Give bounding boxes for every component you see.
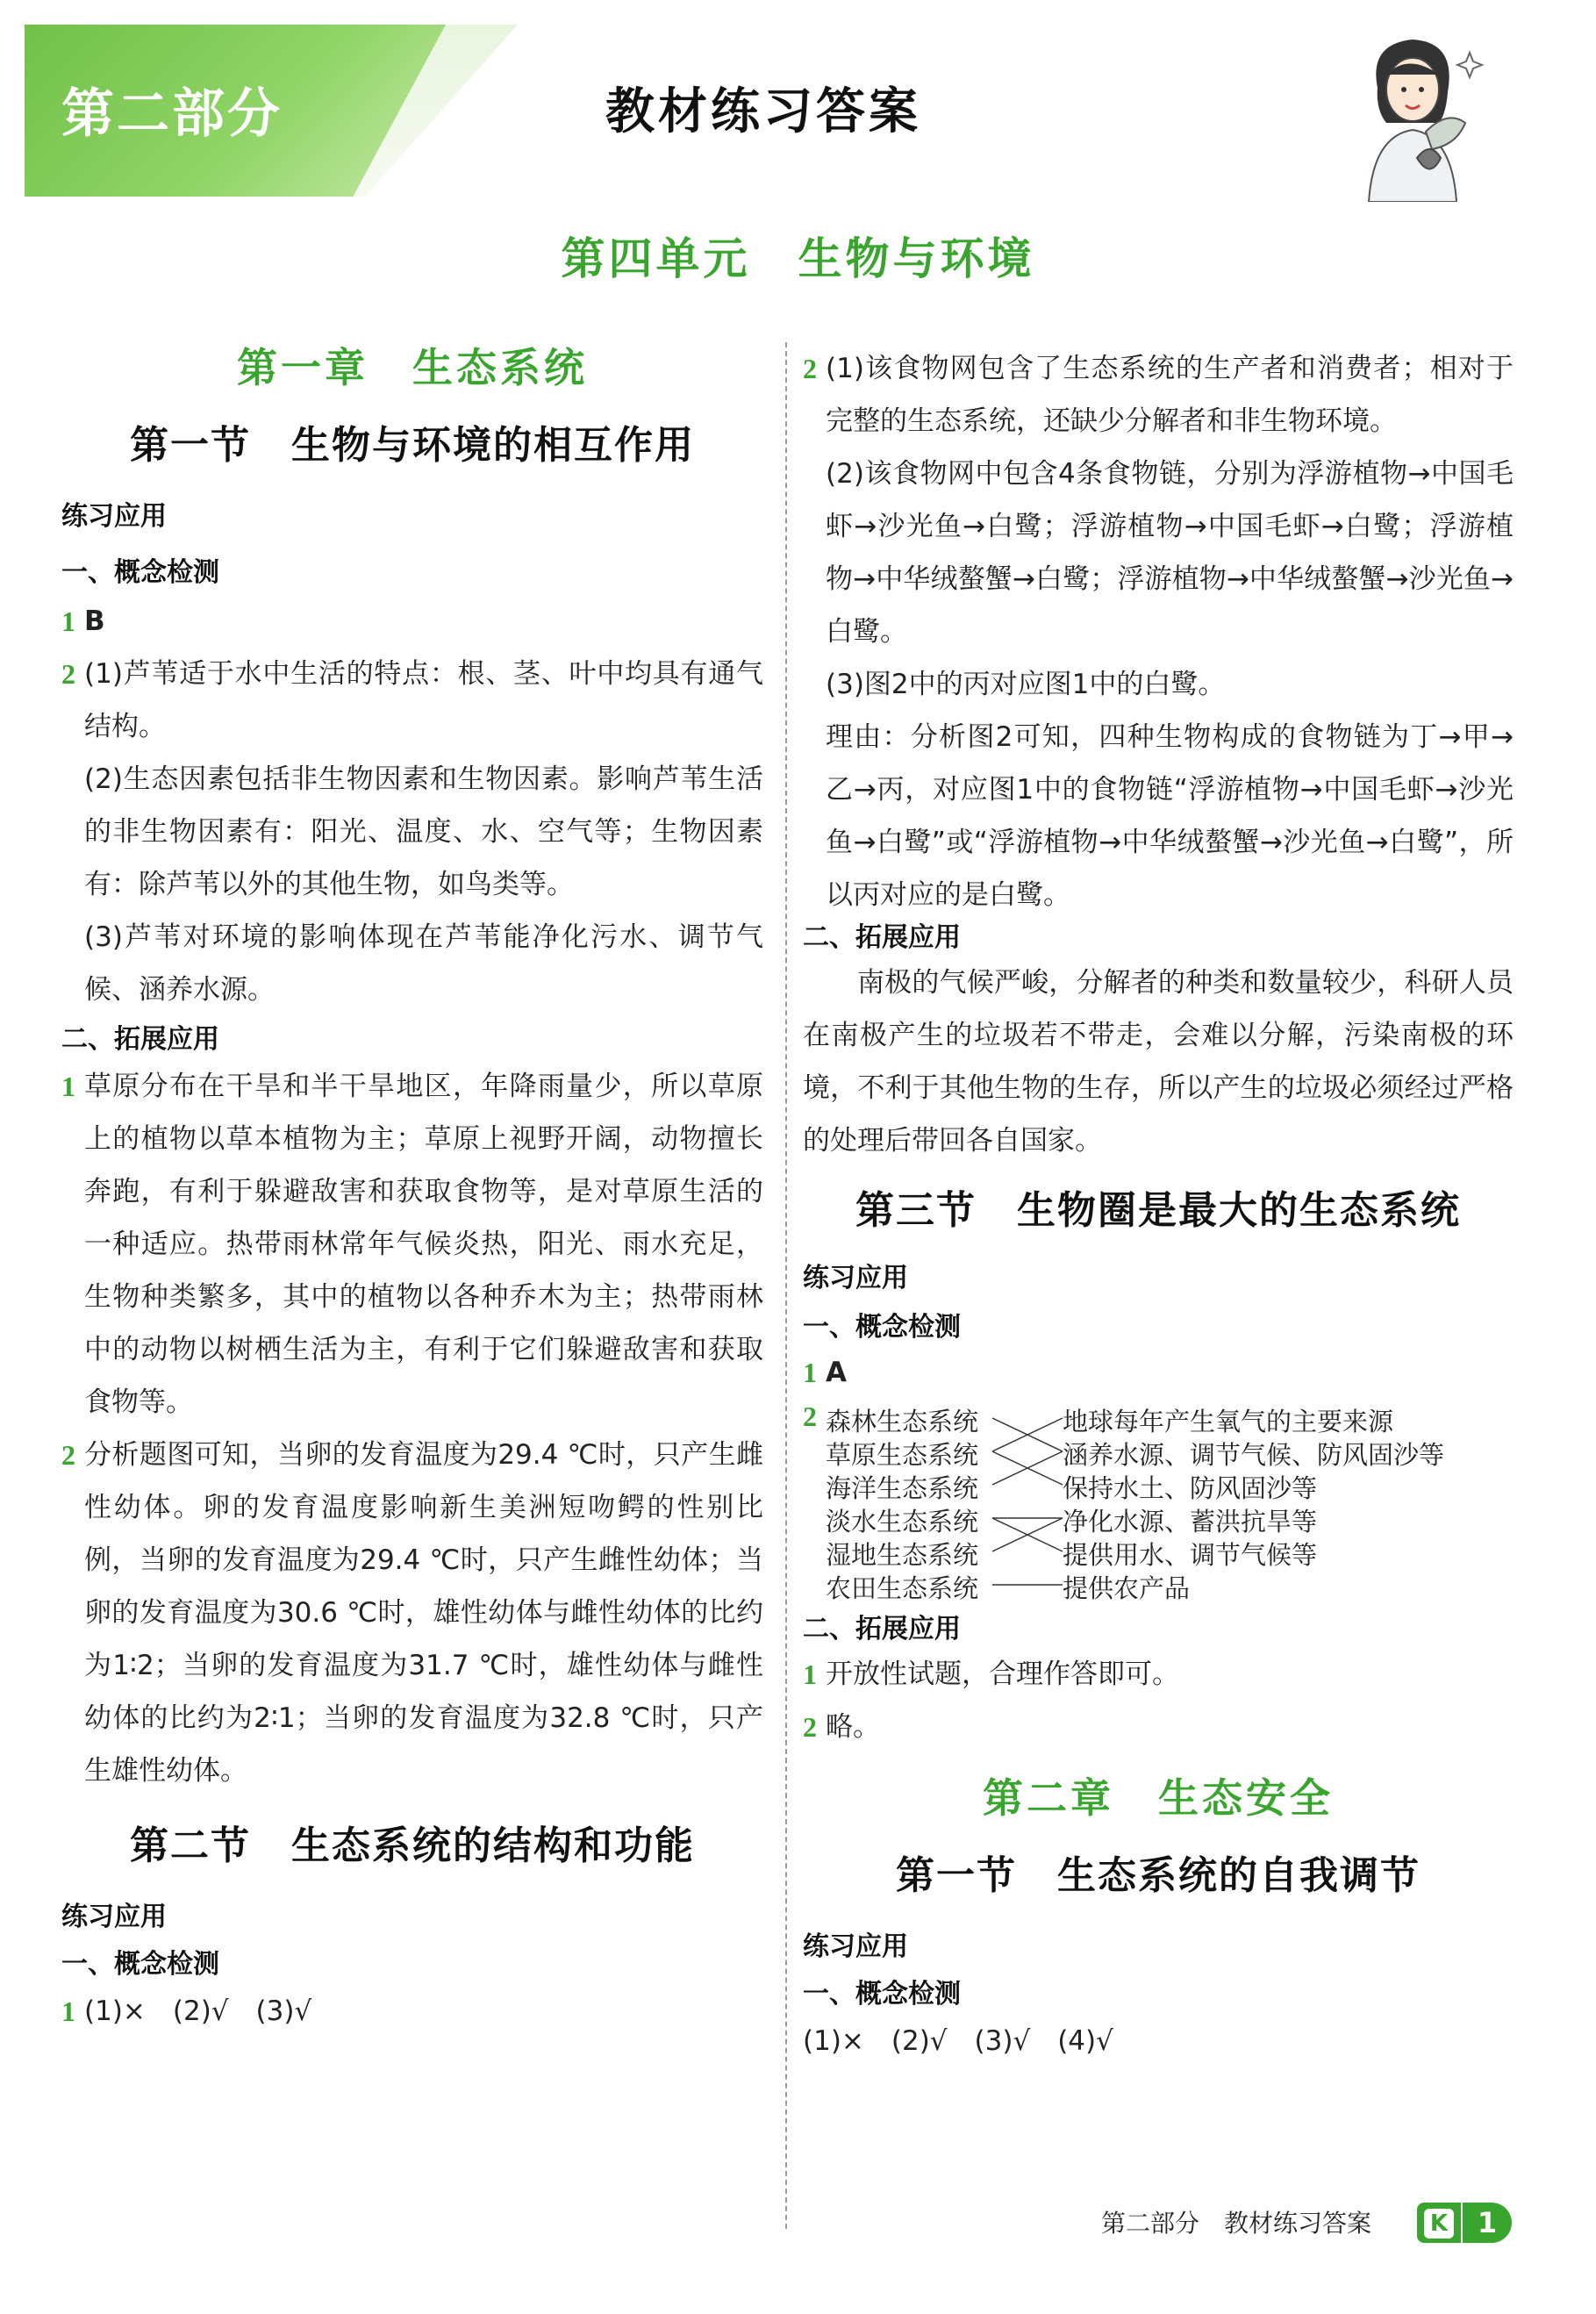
matching-figure: [826, 1399, 1492, 1601]
match-left-item: 农田生态系统: [826, 1573, 979, 1603]
concept-heading: 一、概念检测: [61, 557, 219, 588]
chapter-title: 第二章 生态安全: [983, 1774, 1334, 1822]
answer-part: (2)生态因素包括非生物因素和生物因素。影响芦苇生活的非生物因素有：阳光、温度、水、空气等；生物因素有：除芦苇以外的其他生物，如鸟类等。: [84, 763, 763, 900]
concept-heading: 一、概念检测: [803, 1979, 961, 2010]
match-right-item: 涵养水源、调节气候、防风固沙等: [1063, 1440, 1445, 1470]
concept-heading: 一、概念检测: [61, 1949, 219, 1980]
doc-title: 教材练习答案: [605, 83, 921, 140]
answer-part: (3)芦苇对环境的影响体现在芦苇能净化污水、调节气候、涵养水源。: [84, 921, 763, 1006]
question-2-matching: [803, 1399, 1514, 1601]
question-number: 2: [61, 1439, 75, 1471]
s2-question-2: [803, 342, 1514, 921]
section-title: 第二节 生态系统的结构和功能: [130, 1823, 695, 1868]
page-number: 1: [1463, 2203, 1512, 2243]
question-1: [61, 595, 763, 648]
match-right-item: 净化水源、蓄洪抗旱等: [1063, 1507, 1318, 1537]
answer-text: B: [84, 605, 105, 637]
question-2: [61, 648, 763, 1016]
question-number: 1: [61, 1071, 75, 1102]
practice-heading: 练习应用: [61, 1902, 167, 1932]
extend-heading: 二、拓展应用: [803, 1614, 961, 1644]
match-right-item: 地球每年产生氧气的主要来源: [1063, 1407, 1394, 1436]
answer-part: (1)芦苇适于水中生活的特点：根、茎、叶中均具有通气结构。: [84, 658, 763, 742]
answer-text: 略。: [826, 1711, 880, 1743]
question-number: 1: [803, 1357, 817, 1388]
question-number: 1: [61, 1995, 75, 2027]
question-1: [61, 1985, 763, 2038]
part-label: 第二部分: [61, 83, 283, 145]
question-number: 1: [61, 605, 75, 637]
match-right-item: 提供农产品: [1063, 1573, 1191, 1603]
answer-reason: 理由：分析图2可知，四种生物构成的食物链为丁→甲→乙→丙，对应图1中的食物链“浮游植物→中国毛虾→沙光鱼→白鹭”或“浮游植物→中华绒螯蟹→沙光鱼→白鹭”，所以丙对应的是白鹭。: [826, 721, 1514, 911]
question-1: [803, 1346, 1514, 1399]
extend-1: [803, 1648, 1514, 1701]
answer-part: (3)图2中的丙对应图1中的白鹭。: [826, 669, 1226, 700]
question-number: 2: [803, 1711, 817, 1743]
chapter-title: 第一章 生态系统: [237, 344, 588, 391]
question-number: 2: [803, 353, 817, 384]
match-right-item: 提供用水、调节气候等: [1063, 1540, 1318, 1570]
match-right-item: 保持水土、防风固沙等: [1063, 1473, 1318, 1503]
extend-1: [61, 1060, 763, 1429]
answer-part: (1)该食物网包含了生态系统的生产者和消费者；相对于完整的生态系统，还缺少分解者和非生物环境。: [826, 353, 1514, 437]
extend-2: [803, 1701, 1514, 1753]
column-divider: [785, 342, 787, 2229]
extend-2: [61, 1429, 763, 1797]
footer-label: 第二部分 教材练习答案: [1101, 2209, 1372, 2238]
extend-text: 南极的气候严峻，分解者的种类和数量较少，科研人员在南极产生的垃圾若不带走，会难以分解，污染南极的环境，不利于其他生物的生存，所以产生的垃圾必须经过严格的处理后带回各自国家。: [803, 967, 1514, 1157]
extend-heading: 二、拓展应用: [803, 922, 961, 953]
answer-text: (1)× (2)√ (3)√: [84, 1995, 312, 2027]
answer-text: A: [826, 1357, 847, 1388]
match-left-item: 淡水生态系统: [826, 1507, 979, 1537]
question-number: 2: [803, 1401, 817, 1432]
match-left-item: 海洋生态系统: [826, 1473, 979, 1503]
mascot-illustration: [1334, 26, 1492, 202]
unit-title: 第四单元 生物与环境: [561, 233, 1035, 284]
match-left-item: 湿地生态系统: [826, 1540, 979, 1570]
answer-text: 开放性试题，合理作答即可。: [826, 1658, 1179, 1690]
k-badge-letter: K: [1424, 2209, 1454, 2239]
match-left-item: 草原生态系统: [826, 1440, 979, 1470]
question-number: 2: [61, 658, 75, 690]
answer-text: (1)× (2)√ (3)√ (4)√: [803, 2025, 1113, 2057]
practice-heading: 练习应用: [61, 501, 167, 532]
match-left-item: 森林生态系统: [826, 1407, 979, 1436]
left-column: [61, 342, 763, 2038]
footer-k-badge: [1417, 2203, 1461, 2243]
extend-heading: 二、拓展应用: [61, 1024, 219, 1055]
section-title: 第一节 生物与环境的相互作用: [130, 423, 695, 468]
right-column: [803, 342, 1514, 2067]
practice-heading: 练习应用: [803, 1263, 908, 1293]
answer-text: 分析题图可知，当卵的发育温度为29.4 ℃时，只产生雌性幼体。卵的发育温度影响新生美洲短吻鳄的性别比例，当卵的发育温度为29.4 ℃时，只产生雌性幼体；当卵的发育温度为30.6 ℃时，雄性幼体与雌性幼体的比约为1∶2；当卵的发育温度为31.7 ℃时，雄性幼体与雌性幼体的比约为2∶1；当卵的发育温度为32.8 ℃时，只产生雄性幼体。: [84, 1439, 763, 1787]
question-number: 1: [803, 1658, 817, 1690]
section-title: 第一节 生态系统的自我调节: [896, 1853, 1421, 1898]
concept-heading: 一、概念检测: [803, 1312, 961, 1343]
practice-heading: 练习应用: [803, 1931, 908, 1962]
answer-text: 草原分布在干旱和半干旱地区，年降雨量少，所以草原上的植物以草本植物为主；草原上视野开阔，动物擅长奔跑，有利于躲避敌害和获取食物等，是对草原生活的一种适应。热带雨林常年气候炎热，阳光、雨水充足，生物种类繁多，其中的植物以各种乔木为主；热带雨林中的动物以树栖生活为主，有利于它们躲避敌害和获取食物等。: [84, 1071, 763, 1418]
answer-part: (2)该食物网中包含4条食物链，分别为浮游植物→中国毛虾→沙光鱼→白鹭；浮游植物→中国毛虾→白鹭；浮游植物→中华绒螯蟹→白鹭；浮游植物→中华绒螯蟹→沙光鱼→白鹭。: [826, 458, 1514, 648]
section-title: 第三节 生物圈是最大的生态系统: [855, 1188, 1461, 1233]
